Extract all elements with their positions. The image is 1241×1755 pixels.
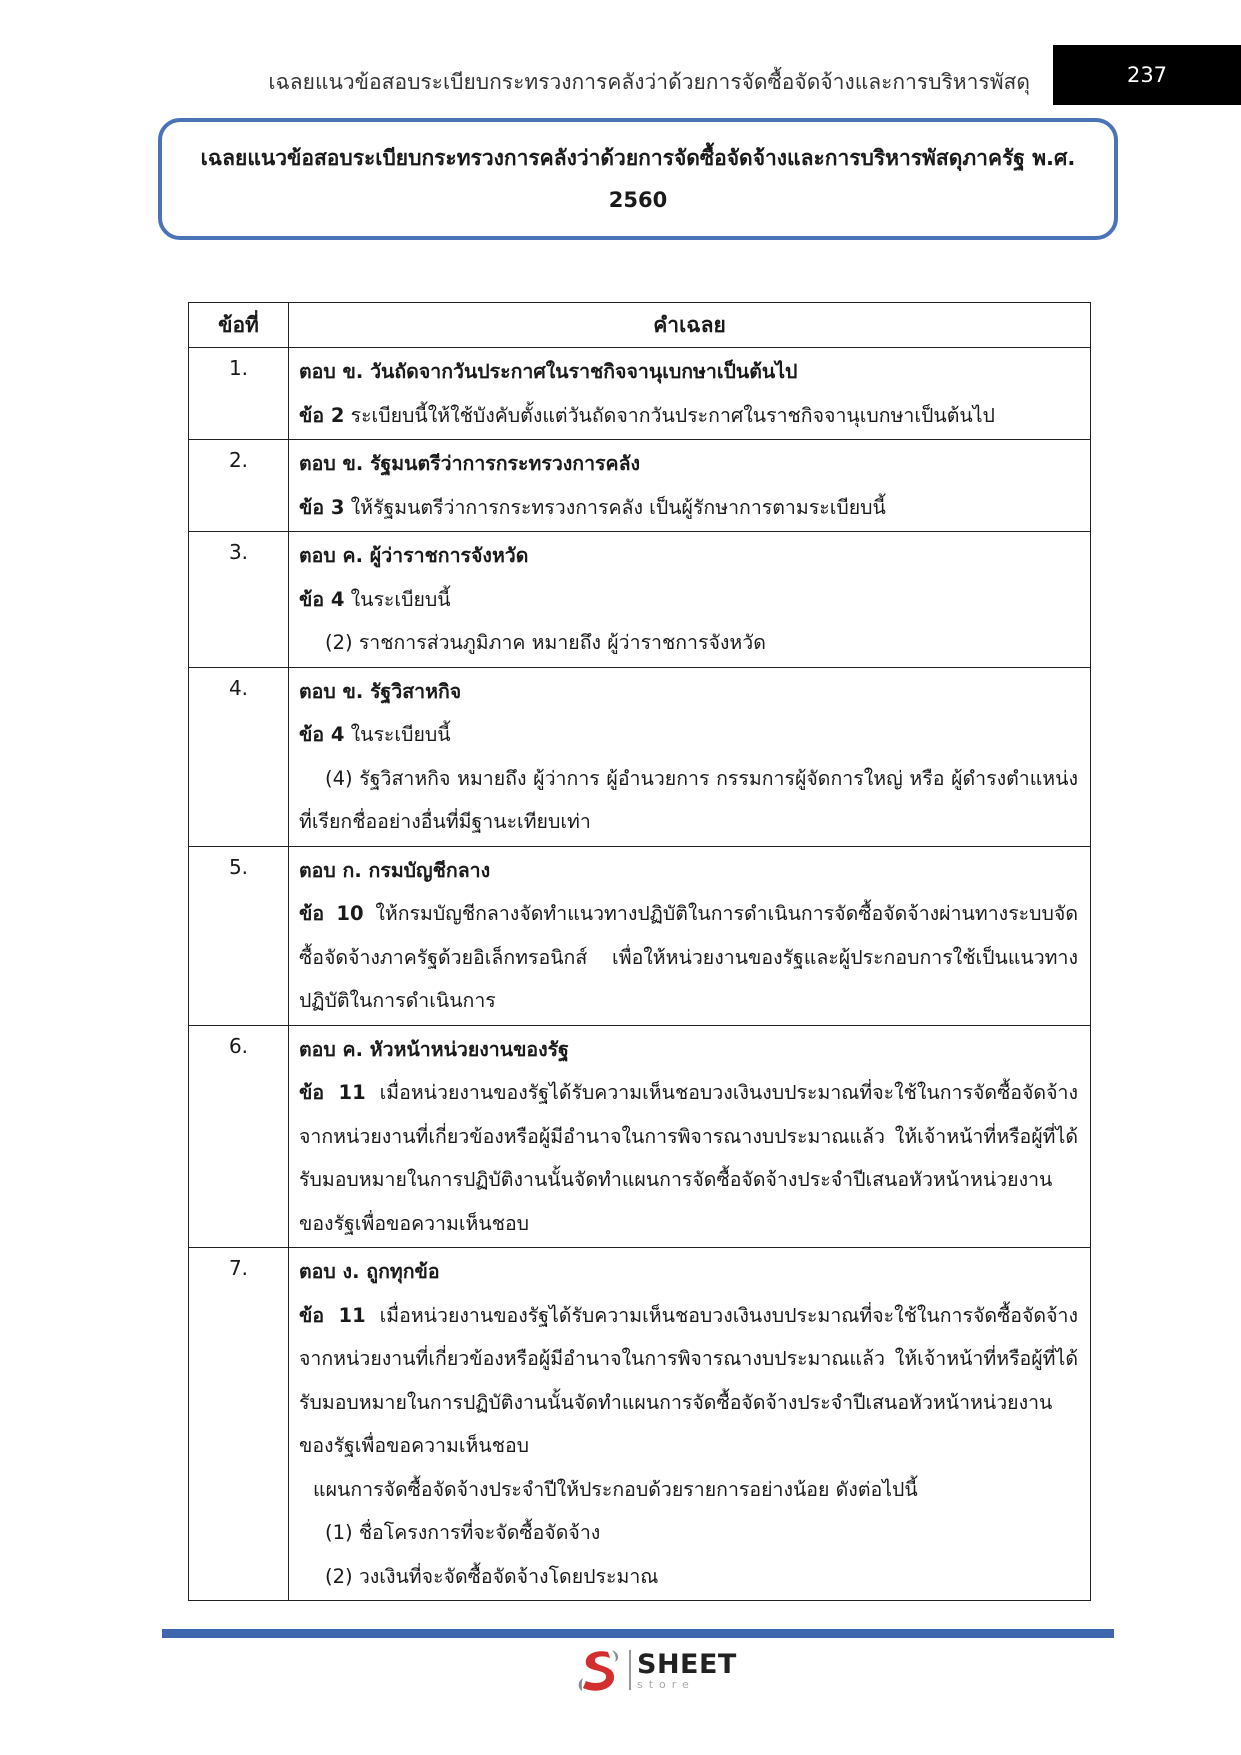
clause-label: ข้อ 11 xyxy=(299,1303,366,1327)
clause-label: ข้อ 2 xyxy=(299,403,345,427)
table-row xyxy=(189,1248,1091,1601)
question-number: 2. xyxy=(189,440,289,532)
clause-label: ข้อ 4 xyxy=(299,723,345,746)
answer-line: ตอบ ก. กรมบัญชีกลาง xyxy=(299,858,491,882)
answer-line: ตอบ ค. ผู้ว่าราชการจังหวัด xyxy=(299,544,529,567)
answer-cell xyxy=(289,667,1091,846)
answer-cell xyxy=(289,440,1091,532)
sheet-store-logo-icon xyxy=(575,1645,625,1695)
running-header-title: เฉลยแนวข้อสอบระเบียบกระทรวงการคลังว่าด้วยการจัดซื้อจัดจ้างและการบริหารพัสดุ xyxy=(268,70,1030,94)
table-row xyxy=(189,348,1091,440)
clause-text xyxy=(299,578,1078,622)
footer-rule xyxy=(162,1629,1114,1638)
table-row xyxy=(189,440,1091,532)
answer-line: ตอบ ง. ถูกทุกข้อ xyxy=(299,1260,440,1283)
clause-text xyxy=(299,1294,1078,1468)
logo-word: SHEET xyxy=(637,1648,737,1680)
clause-body: เมื่อหน่วยงานของรัฐได้รับความเห็นชอบวงเงินงบประมาณที่จะใช้ในการจัดซื้อจัดจ้างจากหน่วยงานที่เกี่ยวข้องหรือผู้มีอำนาจในการพิจารณางบประมาณแล้ว ให้เจ้าหน้าที่หรือผู้ที่ได้รับมอบหมายในการปฏิบัติงานนั้นจัดทำแผนการจัดซื้อจัดจ้างประจำปีเสนอหัวหน้าหน่วยงานของรัฐเพื่อขอความเห็นชอบ xyxy=(299,1081,1078,1235)
clause-label: ข้อ 10 xyxy=(299,902,364,925)
clause-text xyxy=(299,892,1078,1023)
logo-text xyxy=(637,1648,737,1691)
document-title-box xyxy=(158,118,1118,240)
clause-text xyxy=(299,486,1078,530)
sheet-store-logo xyxy=(575,1644,745,1696)
column-header-number: ข้อที่ xyxy=(189,303,289,348)
logo-subword: store xyxy=(637,1677,695,1691)
table-row xyxy=(189,1025,1091,1248)
table-row xyxy=(189,532,1091,668)
answer-cell xyxy=(289,1025,1091,1248)
table-row xyxy=(189,667,1091,846)
answer-cell xyxy=(289,846,1091,1025)
clause-body: ให้กรมบัญชีกลางจัดทำแนวทางปฏิบัติในการดำเนินการจัดซื้อจัดจ้างผ่านทางระบบจัดซื้อจัดจ้างภาครัฐด้วยอิเล็กทรอนิกส์ เพื่อให้หน่วยงานของรัฐและผู้ประกอบการใช้เป็นแนวทางปฏิบัติในการดำเนินการ xyxy=(299,902,1078,1012)
clause-label: ข้อ 3 xyxy=(299,495,345,519)
answer-line: ตอบ ค. หัวหน้าหน่วยงานของรัฐ xyxy=(299,1037,569,1061)
clause-label: ข้อ 4 xyxy=(299,587,345,611)
clause-text xyxy=(299,713,1078,757)
clause-detail: (2) ราชการส่วนภูมิภาค หมายถึง ผู้ว่าราชการจังหวัด xyxy=(325,631,766,654)
answer-line: ตอบ ข. วันถัดจากวันประกาศในราชกิจจานุเบกษาเป็นต้นไป xyxy=(299,360,798,383)
question-number: 6. xyxy=(189,1025,289,1248)
answer-cell xyxy=(289,348,1091,440)
question-number: 3. xyxy=(189,532,289,668)
plan-item: (1) ชื่อโครงการที่จะจัดซื้อจัดจ้าง xyxy=(325,1521,601,1544)
answer-line: ตอบ ข. รัฐวิสาหกิจ xyxy=(299,679,462,703)
clause-extra: แผนการจัดซื้อจัดจ้างประจำปีให้ประกอบด้วยรายการอย่างน้อย ดังต่อไปนี้ xyxy=(313,1477,918,1501)
answer-cell xyxy=(289,1248,1091,1601)
question-number: 1. xyxy=(189,348,289,440)
plan-item: (2) วงเงินที่จะจัดซื้อจัดจ้างโดยประมาณ xyxy=(325,1564,659,1588)
clause-text xyxy=(299,1071,1078,1245)
question-number: 4. xyxy=(189,667,289,846)
table-row xyxy=(189,846,1091,1025)
page-number: 237 xyxy=(1053,45,1241,105)
answer-line: ตอบ ข. รัฐมนตรีว่าการกระทรวงการคลัง xyxy=(299,452,641,475)
answer-cell xyxy=(289,532,1091,668)
clause-body: เมื่อหน่วยงานของรัฐได้รับความเห็นชอบวงเงินงบประมาณที่จะใช้ในการจัดซื้อจัดจ้างจากหน่วยงานที่เกี่ยวข้องหรือผู้มีอำนาจในการพิจารณางบประมาณแล้ว ให้เจ้าหน้าที่หรือผู้ที่ได้รับมอบหมายในการปฏิบัติงานนั้นจัดทำแผนการจัดซื้อจัดจ้างประจำปีเสนอหัวหน้าหน่วยงานของรัฐเพื่อขอความเห็นชอบ xyxy=(299,1303,1078,1457)
clause-body: ให้รัฐมนตรีว่าการกระทรวงการคลัง เป็นผู้รักษาการตามระเบียบนี้ xyxy=(344,495,886,519)
question-number: 5. xyxy=(189,846,289,1025)
document-title-line-1: เฉลยแนวข้อสอบระเบียบกระทรวงการคลังว่าด้วยการจัดซื้อจัดจ้างและการบริหารพัสดุภาครัฐ พ.ศ. xyxy=(200,146,1076,170)
clause-body: ในระเบียบนี้ xyxy=(344,723,451,746)
logo-divider xyxy=(629,1650,631,1690)
clause-text xyxy=(299,394,1078,438)
column-header-answer: คำเฉลย xyxy=(289,303,1091,348)
question-number: 7. xyxy=(189,1248,289,1601)
answer-table xyxy=(188,302,1091,1601)
clause-label: ข้อ 11 xyxy=(299,1081,366,1104)
document-title-line-2: 2560 xyxy=(608,188,668,212)
clause-body: ในระเบียบนี้ xyxy=(344,587,451,611)
table-header-row xyxy=(189,303,1091,348)
clause-detail: (4) รัฐวิสาหกิจ หมายถึง ผู้ว่าการ ผู้อำนวยการ กรรมการผู้จัดการใหญ่ หรือ ผู้ดำรงตำแหน่ง ที่เรียกชื่ออย่างอื่นที่มีฐานะเทียบเท่า xyxy=(299,766,1078,833)
clause-body: ระเบียบนี้ให้ใช้บังคับตั้งแต่วันถัดจากวันประกาศในราชกิจจานุเบกษาเป็นต้นไป xyxy=(344,403,995,427)
